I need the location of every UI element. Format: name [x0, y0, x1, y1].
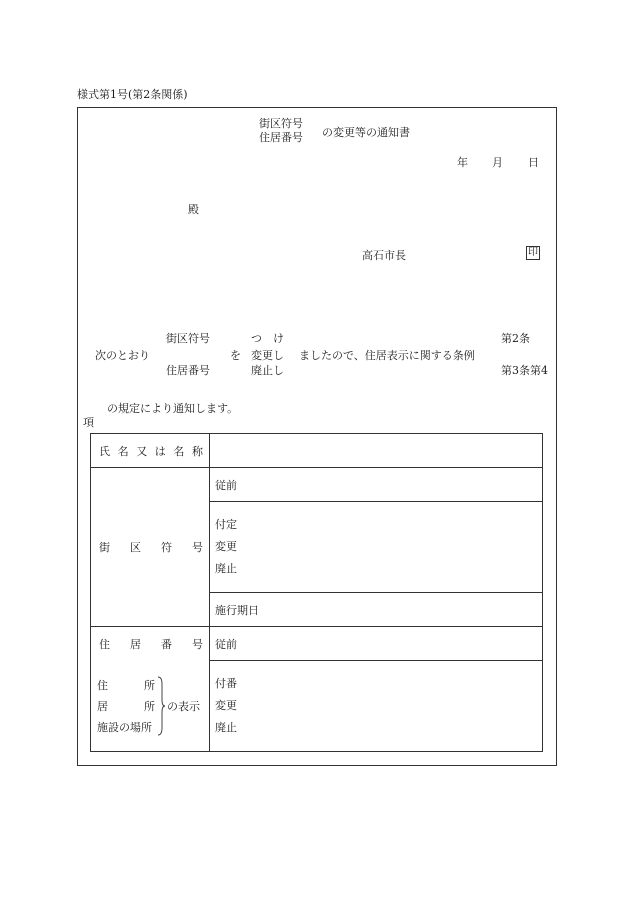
- body-article-2: 第2条: [501, 332, 530, 345]
- display-type-residence: 所: [144, 699, 155, 713]
- body-lead: 次のとおり: [95, 349, 150, 362]
- name-value-cell[interactable]: [210, 434, 543, 468]
- house-option-abolish: 廃止: [215, 721, 237, 735]
- name-label-char: 氏: [99, 444, 110, 458]
- body-continuation: の規定により通知します。: [107, 402, 239, 415]
- title-suffix: の変更等の通知書: [322, 126, 410, 139]
- name-label-cell: [91, 434, 210, 468]
- display-type-address: 所: [144, 678, 155, 692]
- display-type-address: 住: [97, 678, 108, 692]
- table-row-block-prev: [91, 468, 543, 502]
- body-verb-abolish: 廃止し: [251, 364, 284, 377]
- table-row-name: [91, 434, 543, 468]
- body-connector: ましたので、住居表示に関する条例: [299, 349, 475, 362]
- body-particle: を: [230, 349, 241, 362]
- house-label-char: 番: [161, 638, 172, 651]
- block-change-cell[interactable]: [210, 502, 543, 593]
- display-suffix: の表示: [167, 700, 200, 713]
- name-label-char: 名: [117, 444, 129, 458]
- form-number-label: 様式第1号(第2条関係): [77, 88, 188, 101]
- body-verb-change: 変更し: [251, 349, 284, 362]
- date-year: 年: [457, 156, 468, 169]
- display-type-residence: 居: [97, 699, 108, 713]
- block-label-char: 号: [192, 541, 203, 554]
- issuer-name: 高石市長: [362, 249, 406, 262]
- block-effective-date-cell[interactable]: 施行期日: [210, 593, 543, 627]
- house-label-char: 号: [192, 638, 203, 651]
- right-brace-icon: [157, 676, 165, 736]
- block-option-change: 変更: [215, 540, 237, 553]
- body-continuation-clause: 項: [83, 416, 94, 429]
- block-code-label-cell: [91, 468, 210, 627]
- notice-details-table: [90, 433, 543, 752]
- title-line-block-code: 街区符号: [259, 117, 303, 130]
- name-label-char: は: [154, 444, 166, 458]
- block-option-abolish: 廃止: [215, 562, 237, 575]
- house-number-label-cell: [91, 627, 210, 752]
- house-label-char: 居: [130, 638, 141, 651]
- body-verb-assign: つ け: [251, 332, 284, 345]
- body-option-block-code: 街区符号: [166, 332, 210, 345]
- house-option-change: 変更: [215, 699, 237, 713]
- name-label-char: 称: [191, 444, 203, 458]
- date-month: 月: [492, 156, 503, 169]
- name-label-char: 名: [173, 444, 185, 458]
- display-type-facility: 施設の場所: [97, 720, 152, 734]
- name-label-char: 又: [136, 444, 148, 458]
- house-label-char: 住: [99, 638, 110, 651]
- title-line-house-number: 住居番号: [259, 131, 303, 144]
- house-change-cell[interactable]: [210, 661, 543, 752]
- seal-mark: 印: [528, 247, 538, 258]
- addressee-honorific: 殿: [188, 203, 199, 216]
- house-option-assign: 付番: [215, 677, 237, 691]
- block-label-char: 符: [161, 541, 172, 554]
- block-label-char: 街: [99, 541, 110, 554]
- house-prev-cell[interactable]: 従前: [210, 627, 543, 661]
- block-label-char: 区: [130, 541, 141, 554]
- date-day: 日: [528, 156, 539, 169]
- body-article-3: 第3条第4: [501, 364, 548, 377]
- title-block: [259, 117, 303, 145]
- block-option-assign: 付定: [215, 518, 237, 531]
- display-type-group: [91, 661, 209, 751]
- table-row-house-prev: [91, 627, 543, 661]
- body-option-house-number: 住居番号: [166, 364, 210, 377]
- block-prev-cell[interactable]: 従前: [210, 468, 543, 502]
